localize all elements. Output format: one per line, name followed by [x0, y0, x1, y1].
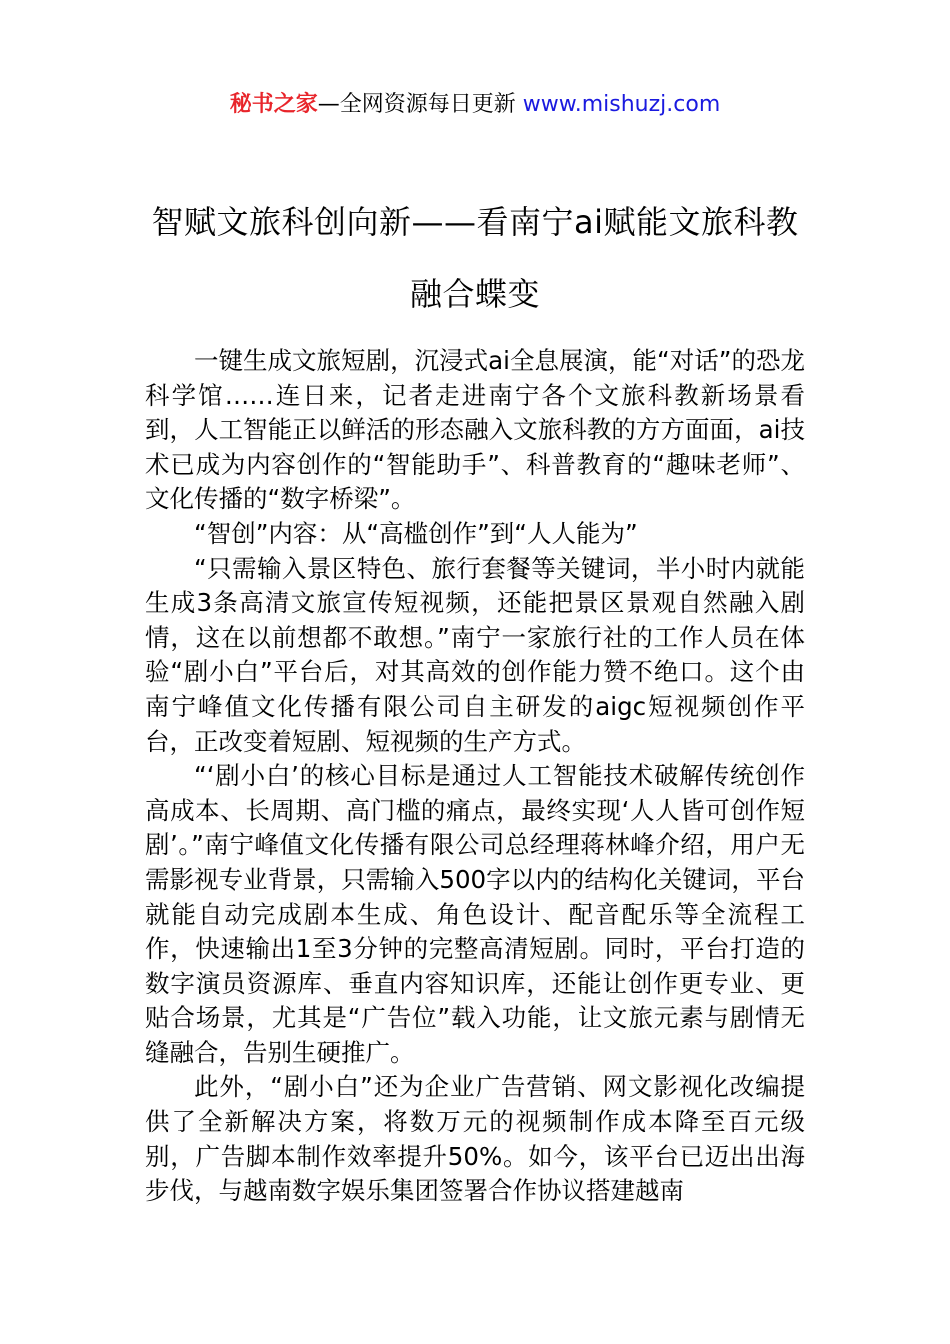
site-header	[0, 90, 950, 120]
article-title: 智赋文旅科创向新——看南宁ai赋能文旅科教融合蝶变	[151, 203, 799, 313]
site-url-link[interactable]: www.mishuzj.com	[522, 92, 721, 117]
paragraph-platform-goal: “‘剧小白’的核心目标是通过人工智能技术破解传统创作高成本、长周期、高门槛的痛点，最终实现‘人人皆可创作短剧’。”南宁峰值文化传播有限公司总经理蒋林峰介绍，用户无需影视专业背景，只需输入500字以内的结构化关键词，平台就能自动完成剧本生成、角色设计、配音配乐等全流程工作，快速输出1至3分钟的完整高清短剧。同时，平台打造的数字演员资源库、垂直内容知识库，还能让创作更专业、更贴合场景，尤其是“广告位”载入功能，让文旅元素与剧情无缝融合，告别生硬推广。	[145, 761, 805, 1067]
section-heading: “智创”内容：从“高槛创作”到“人人能为”	[194, 518, 638, 548]
site-brand: 秘书之家	[229, 92, 318, 117]
article-body	[145, 344, 805, 1209]
paragraph-travel-agency: “只需输入景区特色、旅行套餐等关键词，半小时内就能生成3条高清文旅宣传短视频，还能把景区景观自然融入剧情，这在以前想都不敢想。”南宁一家旅行社的工作人员在体验“剧小白”平台后，对其高效的创作能力赞不绝口。这个由南宁峰值文化传播有限公司自主研发的aigc短视频创作平台，正改变着短剧、短视频的生产方式。	[145, 553, 805, 756]
paragraph-ad-marketing: 此外，“剧小白”还为企业广告营销、网文影视化改编提供了全新解决方案，将数万元的视频制作成本降至百元级别，广告脚本制作效率提升50%。如今，该平台已迈出出海步伐，与越南数字娱乐集团签署合作协议搭建越南	[145, 1072, 805, 1206]
site-tagline: —全网资源每日更新	[317, 92, 523, 117]
paragraph-intro: 一键生成文旅短剧，沉浸式ai全息展演，能“对话”的恐龙科学馆……连日来，记者走进南宁各个文旅科教新场景看到，人工智能正以鲜活的形态融入文旅科教的方方面面，ai技术已成为内容创作的“智能助手”、科普教育的“趣味老师”、文化传播的“数字桥梁”。	[145, 346, 805, 514]
